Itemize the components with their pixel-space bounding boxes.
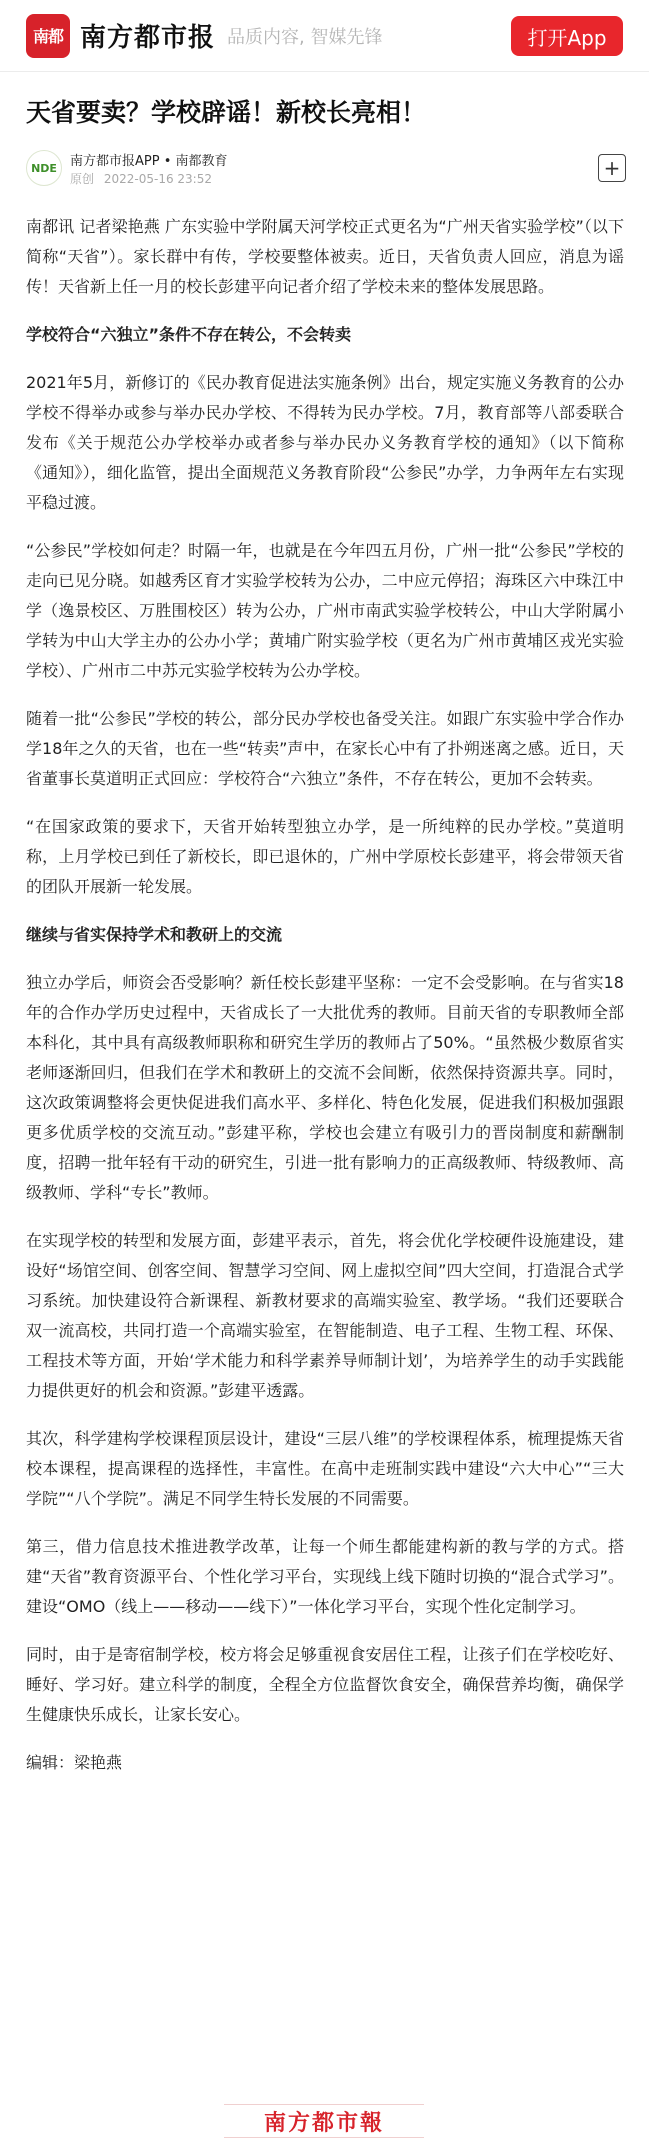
article-paragraph: 同时，由于是寄宿制学校，校方将会足够重视食安居住工程，让孩子们在学校吃好、睡好、学习好。建立科学的制度，全程全方位监督饮食安全，确保营养均衡，确保学生健康快乐成长，让家长安心。 — [26, 1645, 624, 1724]
author-avatar[interactable]: NDE — [26, 150, 62, 186]
article-body — [26, 212, 624, 1796]
article-paragraph: 随着一批“公参民”学校的转公，部分民办学校也备受关注。如跟广东实验中学合作办学18年之久的天省，也在一些“转卖”声中，在家长心中有了扑朔迷离之感。近日，天省董事长莫道明正式回应：学校符合“六独立”条件，不存在转公，更加不会转卖。 — [26, 709, 624, 788]
article-paragraph: 第三，借力信息技术推进教学改革，让每一个师生都能建构新的教与学的方式。搭建“天省”教育资源平台、个性化学习平台，实现线上线下随时切换的“混合式学习”。建设“OMO（线上——移动——线下）”一体化学习平台，实现个性化定制学习。 — [26, 1537, 624, 1616]
open-app-button[interactable]: 打开App — [511, 16, 623, 56]
brand-name: 南方都市报 — [80, 23, 216, 53]
article-paragraph: 在实现学校的转型和发展方面，彭建平表示，首先，将会优化学校硬件设施建设，建设好“场馆空间、创客空间、智慧学习空间、网上虚拟空间”四大空间，打造混合式学习系统。加快建设符合新课程、新教材要求的高端实验室、教学场。“我们还要联合双一流高校，共同打造一个高端实验室，在智能制造、电子工程、生物工程、环保、工程技术等方面，开始‘学术能力和科学素养导师制计划’，为培养学生的动手实践能力提供更好的机会和资源。”彭建平透露。 — [26, 1231, 624, 1400]
top-bar — [0, 0, 649, 72]
article-paragraph: 其次，科学建构学校课程顶层设计，建设“三层八维”的学校课程体系，梳理提炼天省校本课程，提高课程的选择性，丰富性。在高中走班制实践中建设“六大中心”“三大学院”“八个学院”。满足不同学生特长发展的不同需要。 — [26, 1429, 624, 1508]
article-paragraph: 南都讯 记者梁艳燕 广东实验中学附属天河学校正式更名为“广州天省实验学校”（以下简称“天省”）。家长群中有传，学校要整体被卖。近日，天省负责人回应，消息为谣传！天省新上任一月的校长彭建平向记者介绍了学校未来的整体发展思路。 — [26, 217, 624, 296]
author-name[interactable]: 南方都市报APP • 南都教育 — [70, 154, 228, 169]
follow-button[interactable]: + — [598, 154, 626, 182]
original-tag: 原创 — [70, 172, 95, 186]
article-paragraph: 2021年5月，新修订的《民办教育促进法实施条例》出台，规定实施义务教育的公办学校不得举办或参与举办民办学校、不得转为民办学校。7月，教育部等八部委联合发布《关于规范公办学校举办或者参与举办民办义务教育学校的通知》（以下简称《通知》），细化监管，提出全面规范义务教育阶段“公参民”办学，力争两年左右实现平稳过渡。 — [26, 373, 624, 512]
article-paragraph: “公参民”学校如何走？时隔一年，也就是在今年四五月份，广州一批“公参民”学校的走向已见分晓。如越秀区育才实验学校转为公办，二中应元停招；海珠区六中珠江中学（逸景校区、万胜围校区）转为公办，广州市南武实验学校转公，中山大学附属小学转为中山大学主办的公办小学；黄埔广附实验学校（更名为广州市黄埔区戎光实验学校）、广州市二中苏元实验学校转为公办学校。 — [26, 541, 624, 680]
section-heading: 学校符合“六独立”条件不存在转公，不会转卖 — [26, 325, 352, 344]
section-heading: 继续与省实保持学术和教研上的交流 — [26, 925, 283, 944]
article-paragraph: 独立办学后，师资会否受影响？新任校长彭建平坚称：一定不会受影响。在与省实18年的合作办学历史过程中，天省成长了一大批优秀的教师。目前天省的专职教师全部本科化，其中具有高级教师职称和研究生学历的教师占了50%。“虽然极少数原省实老师逐渐回归，但我们在学术和教研上的交流不会间断，依然保持资源共享。同时，这次政策调整将会更快促进我们高水平、多样化、特色化发展，促进我们积极加强跟更多优质学校的交流互动。”彭建平称，学校也会建立有吸引力的晋岗制度和薪酬制度，招聘一批年轻有干动的研究生，引进一批有影响力的正高级教师、特级教师、高级教师、学科“专长”教师。 — [26, 973, 624, 1202]
footer-logo: 南方都市報 — [224, 2104, 424, 2138]
author-row — [26, 148, 626, 192]
author-meta — [70, 170, 218, 187]
brand-slogan: 品质内容, 智媒先锋 — [227, 26, 383, 48]
publish-timestamp: 2022-05-16 23:52 — [103, 172, 212, 186]
article-paragraph: “在国家政策的要求下，天省开始转型独立办学，是一所纯粹的民办学校。”莫道明称，上月学校已到任了新校长，即已退休的，广州中学原校长彭建平，将会带领天省的团队开展新一轮发展。 — [26, 817, 624, 896]
article-title: 天省要卖？学校辟谣！新校长亮相！ — [26, 98, 427, 127]
brand-logo-icon[interactable]: 南都 — [26, 14, 70, 58]
article-paragraph: 编辑：梁艳燕 — [26, 1753, 123, 1772]
